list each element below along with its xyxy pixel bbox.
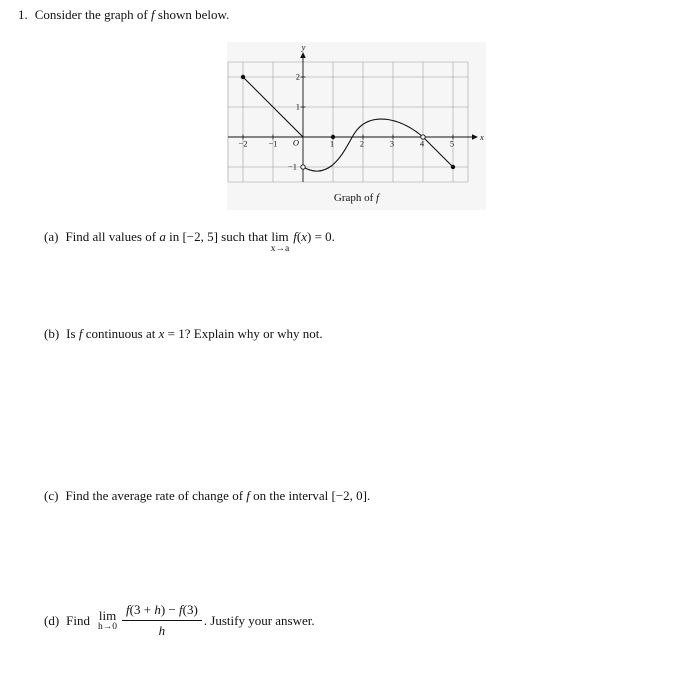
origin-label: O [292, 137, 299, 148]
limit-notation [271, 230, 289, 254]
x-tick-label: −1 [268, 138, 278, 149]
y-tick-label: 1 [295, 101, 300, 112]
x-tick-label: 4 [419, 138, 425, 149]
x-tick-label: 5 [449, 138, 455, 149]
part-b-label: (b) [44, 326, 60, 341]
y-tick-label: 2 [295, 71, 300, 82]
y-tick-labels [288, 72, 300, 172]
var-h: h [154, 602, 161, 617]
x-tick-label: 2 [359, 138, 365, 149]
var-f: f [151, 7, 155, 22]
grid-lines [228, 62, 468, 182]
x-tick-label: 3 [389, 138, 395, 149]
graph-of-f [227, 42, 486, 192]
var-x: x [158, 326, 165, 341]
part-a [44, 229, 335, 254]
part-d-label: (d) [44, 612, 60, 628]
num-text: (3) [182, 602, 198, 617]
var-f: f [78, 326, 83, 341]
var-a: a [159, 229, 166, 244]
difference-quotient-fraction [122, 602, 202, 640]
part-d-text2: . Justify your answer. [203, 612, 315, 628]
part-c-label: (c) [44, 488, 59, 503]
y-tick-label: −1 [287, 161, 297, 172]
fraction-numerator [122, 602, 202, 621]
part-b-text2: continuous at [82, 326, 159, 341]
x-axis-arrow-icon [472, 134, 478, 140]
x-axis-label: x [480, 132, 484, 142]
part-b [44, 326, 323, 342]
num-text: ) − [160, 602, 179, 617]
x-tick-label: −2 [238, 138, 248, 149]
part-c-text2: on the interval [−2, 0]. [249, 488, 371, 503]
axes [228, 58, 472, 182]
lim-word: lim [271, 229, 289, 244]
tick-marks [243, 77, 453, 167]
var-f: f [178, 602, 183, 617]
part-b-text1: Is [66, 326, 79, 341]
figure-panel [227, 42, 486, 210]
var-x: x [301, 229, 307, 244]
point-closed-neg2-2 [241, 75, 245, 79]
caption-text: Graph of [333, 192, 377, 204]
var-f: f [246, 488, 250, 503]
intro-text: Consider the graph of [34, 7, 152, 22]
lim-word: lim [98, 607, 117, 623]
part-a-label: (a) [44, 229, 59, 244]
curve-segment-right [423, 137, 453, 167]
intro-text-end: shown below. [154, 7, 230, 22]
part-d [44, 602, 315, 640]
problem-number: 1. [18, 7, 28, 22]
part-b-text3: = 1? Explain why or why not. [164, 326, 323, 341]
part-a-text3: ( [296, 229, 302, 244]
fraction-denominator [159, 621, 166, 639]
part-d-text1: Find [66, 612, 91, 628]
part-a-text1: Find all values of [65, 229, 160, 244]
problem-title [18, 7, 229, 23]
var-f: f [126, 602, 130, 617]
limit-notation [98, 609, 117, 633]
part-a-text4: ) = 0. [306, 229, 335, 244]
y-axis-label: y [301, 42, 306, 52]
lim-subscript: x→a [270, 243, 290, 254]
part-c [44, 488, 370, 504]
function-curve [243, 77, 453, 171]
var-f: f [293, 229, 297, 244]
lim-subscript: h→0 [98, 622, 118, 633]
x-tick-label: 1 [329, 138, 335, 149]
part-a-text2: in [−2, 5] such that [165, 229, 268, 244]
point-open-0-neg1 [301, 165, 305, 169]
point-closed-5-neg1 [451, 165, 455, 169]
figure-caption [227, 192, 486, 204]
var-h: h [158, 623, 166, 639]
y-axis-arrow-icon [300, 52, 306, 58]
caption-f: f [376, 192, 380, 204]
part-c-text1: Find the average rate of change of [65, 488, 247, 503]
num-text: (3 + [129, 602, 155, 617]
